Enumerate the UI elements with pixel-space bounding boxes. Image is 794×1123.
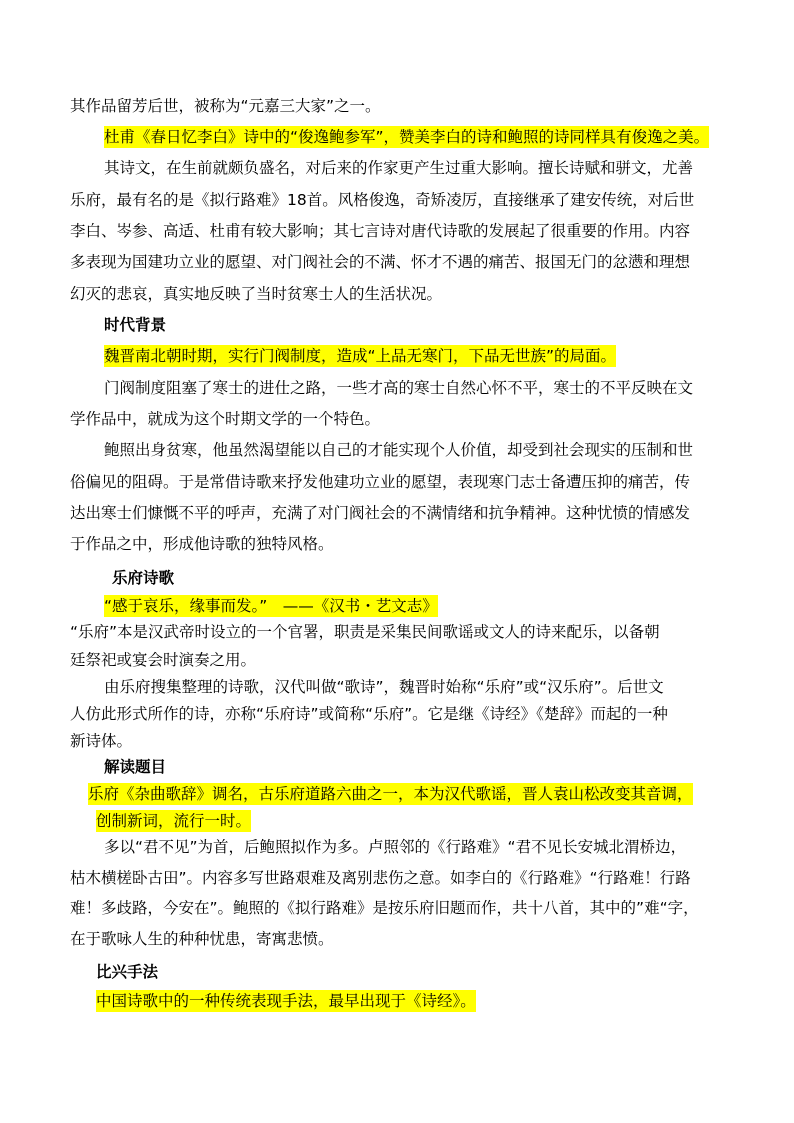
text-line: 俗偏见的阻碍。于是常借诗歌来抒发他建功立业的愿望，表现寒门志士备遭压抑的痛苦，传 — [70, 473, 691, 491]
text-line: 难！多歧路，今安在”。鲍照的《拟行路难》是按乐府旧题而作，共十八首，其中的”难“字， — [70, 899, 699, 917]
text-line: 达出寒士们慷慨不平的呼声，充满了对门阀社会的不满情绪和抗争精神。这种忧愤的情感发 — [70, 504, 691, 522]
text-line: “乐府”本是汉武帝时设立的一个官署，职责是采集民间歌谣或文人的诗来配乐，以备朝 — [70, 623, 660, 641]
text-line: 其诗文，在生前就颇负盛名，对后来的作家更产生过重大影响。擅长诗赋和骈文，尤善 — [104, 159, 694, 177]
text-line: 新诗体。 — [70, 732, 133, 750]
text-line: 在于歌咏人生的种种忧患，寄寓悲愤。 — [70, 930, 334, 948]
highlighted-line — [104, 127, 709, 147]
highlighted-line — [96, 991, 476, 1011]
highlight-text: 魏晋南北朝时期，实行门阀制度，造成“上品无寒门，下品无世族”的局面。 — [104, 347, 617, 365]
section-heading: 乐府诗歌 — [112, 569, 175, 587]
section-heading: 比兴手法 — [96, 963, 159, 981]
text-line: 人仿此形式所作的诗，亦称“乐府诗”或简称“乐府”。它是继《诗经》《楚辞》而起的一种 — [70, 705, 668, 723]
text-line: 多以“君不见”为首，后鲍照拟作为多。卢照邻的《行路难》“君不见长安城北渭桥边， — [104, 838, 687, 856]
text-line: 学作品中，就成为这个时期文学的一个特色。 — [70, 410, 381, 428]
highlight-text: 中国诗歌中的一种传统表现手法，最早出现于《诗经》。 — [96, 992, 476, 1010]
highlight-text: 杜甫《春日忆李白》诗中的“俊逸鲍参军”，赞美李白的诗和鲍照的诗同样具有俊逸之美。 — [104, 128, 710, 146]
section-heading: 时代背景 — [104, 316, 167, 334]
highlight-text: 乐府《杂曲歌辞》调名，古乐府道路六曲之一，本为汉代歌谣，晋人袁山松改变其音调， — [88, 785, 693, 803]
text-line: 乐府，最有名的是《拟行路难》18首。风格俊逸，奇矫凌厉，直接继承了建安传统，对后世 — [70, 191, 695, 209]
text-line: 由乐府搜集整理的诗歌，汉代叫做“歌诗”，魏晋时始称“乐府”或“汉乐府”。后世文 — [104, 678, 664, 696]
text-line: 多表现为国建功立业的愿望、对门阀社会的不满、怀才不遇的痛苦、报国无门的忿懑和理想 — [70, 253, 691, 271]
highlighted-line — [104, 346, 616, 366]
text-line: 于作品之中，形成他诗歌的独特风格。 — [70, 535, 334, 553]
text-line: 廷祭祀或宴会时演奏之用。 — [70, 651, 257, 669]
text-line: 李白、岑参、高适、杜甫有较大影响；其七言诗对唐代诗歌的发展起了很重要的作用。内容 — [70, 222, 691, 240]
text-line: 其作品留芳后世，被称为“元嘉三大家”之一。 — [70, 97, 381, 115]
text-line: 枯木横槎卧古田”。内容多写世路艰难及离别悲伤之意。如李白的《行路难》“行路难！行路 — [70, 869, 691, 887]
text-line: 鲍照出身贫寒，他虽然渴望能以自己的才能实现个人价值，却受到社会现实的压制和世 — [104, 441, 694, 459]
highlight-text: “感于哀乐，缘事而发。” ——《汉书・艺文志》 — [104, 597, 438, 615]
text-line: 幻灭的悲哀，真实地反映了当时贫寒士人的生活状况。 — [70, 285, 443, 303]
highlighted-line — [104, 596, 438, 616]
section-heading: 解读题目 — [104, 758, 167, 776]
text-line: 门阀制度阻塞了寒士的进仕之路，一些才高的寒士自然心怀不平，寒士的不平反映在文 — [104, 379, 694, 397]
highlighted-line — [96, 811, 251, 831]
highlighted-line — [88, 784, 693, 804]
highlight-text: 创制新词，流行一时。 — [96, 812, 252, 830]
